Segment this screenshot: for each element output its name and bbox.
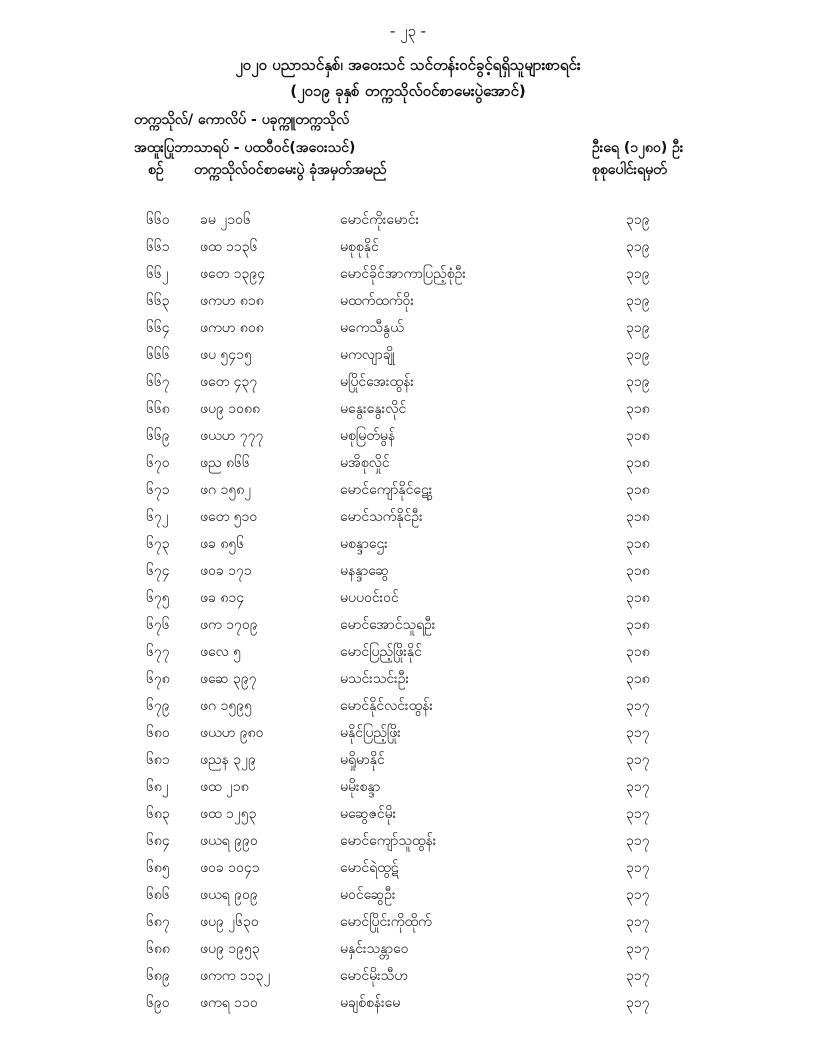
- table-row: [0, 962, 816, 989]
- results-table: [0, 206, 816, 1016]
- student-name: မပြိုင်အေးထွန်း: [340, 374, 414, 390]
- student-name: မစန္ဒာဌေး: [340, 536, 388, 552]
- student-name: မောင်ပြည့်ဖြိုးနိုင်: [340, 644, 422, 660]
- roll-number: ဖတေ ၅၁၀: [200, 509, 258, 525]
- total-score: ၃၁၇: [626, 968, 650, 984]
- row-number: ၆၇၃: [146, 536, 170, 552]
- roll-number: ဖပ၉ ၁၉၅၃: [200, 941, 260, 957]
- roll-number: ဖညန ၃၂၉: [200, 752, 256, 768]
- row-number: ၆၈၄: [146, 833, 170, 849]
- row-number: ၆၆၈: [146, 401, 170, 417]
- column-header-name: အမည်: [352, 162, 387, 178]
- total-score: ၃၁၈: [626, 590, 650, 606]
- student-name: မောင်ပြိုင်းကိုထိုက်: [340, 914, 432, 930]
- row-number: ၆၇၈: [146, 671, 170, 687]
- student-name: မကေသီနွယ်: [340, 320, 404, 336]
- row-number: ၆၆၆: [146, 347, 170, 363]
- row-number: ၆၈၃: [146, 806, 170, 822]
- student-name: မောင်ကျော်သူထွန်း: [340, 833, 437, 849]
- row-number: ၆၆၂: [146, 266, 169, 282]
- total-score: ၃၁၈: [626, 536, 650, 552]
- table-row: [0, 287, 816, 314]
- roll-number: ဖထ ၁၂၅၃: [200, 806, 257, 822]
- student-name: မနွေးနွေးလိုင်: [340, 401, 407, 417]
- row-number: ၆၇၇: [146, 644, 170, 660]
- row-number: ၆၉၀: [146, 995, 170, 1011]
- student-name: မနန္ဒာဆွေ: [340, 563, 389, 579]
- total-score: ၃၁၇: [626, 941, 650, 957]
- row-number: ၆၈၀: [146, 725, 170, 741]
- student-name: မဆွေဇင်မိုး: [340, 806, 397, 822]
- roll-number: ဖတေ ၁၃၉၄: [200, 266, 266, 282]
- table-row: [0, 665, 816, 692]
- total-score: ၃၁၉: [626, 212, 650, 228]
- table-row: [0, 692, 816, 719]
- table-row: [0, 314, 816, 341]
- roll-number: ဖပ၉ ၁၀၈၈: [200, 401, 261, 417]
- roll-number: ဖလေ ၅: [200, 644, 242, 660]
- total-score: ၃၁၉: [626, 374, 650, 390]
- table-row: [0, 422, 816, 449]
- total-score: ၃၁၇: [626, 995, 650, 1011]
- table-row: [0, 989, 816, 1016]
- student-name: မောင်မိုးသီဟ: [340, 968, 408, 984]
- table-row: [0, 908, 816, 935]
- roll-number: ခမ ၂၁၀၆: [200, 212, 251, 228]
- total-score: ၃၁၇: [626, 887, 650, 903]
- table-row: [0, 233, 816, 260]
- table-row: [0, 368, 816, 395]
- table-row: [0, 800, 816, 827]
- table-row: [0, 746, 816, 773]
- student-name: မချစ်စန်းမေ: [340, 995, 401, 1011]
- row-number: ၆၈၇: [146, 914, 170, 930]
- column-header-score: စုစုပေါင်းရမှတ်: [592, 162, 667, 178]
- total-score: ၃၁၈: [626, 428, 650, 444]
- roll-number: ဖကရ ၁၁၀: [200, 995, 258, 1011]
- roll-number: ဖကဟ ၈၀၈: [200, 320, 264, 336]
- total-score: ၃၁၈: [626, 671, 650, 687]
- page-number: - ၂၃ -: [389, 22, 427, 40]
- student-name: မရှိုမာနိုင်: [340, 752, 385, 768]
- row-number: ၆၈၂: [146, 779, 169, 795]
- roll-number: ဖပ၉ ၂၆၃၀: [200, 914, 259, 930]
- row-number: ၆၇၄: [146, 563, 170, 579]
- total-score: ၃၁၇: [626, 914, 650, 930]
- roll-number: ဖကဟ ၈၁၈: [200, 293, 264, 309]
- total-score: ၃၁၇: [626, 806, 650, 822]
- row-number: ၆၈၅: [146, 860, 170, 876]
- row-number: ၆၇၆: [146, 617, 170, 633]
- total-score: ၃၁၈: [626, 455, 650, 471]
- student-name: မကလျာချို: [340, 347, 395, 363]
- row-number: ၆၆၇: [146, 374, 170, 390]
- roll-number: ဖယဟ ၇၇၇: [200, 428, 264, 444]
- total-score: ၃၁၇: [626, 698, 650, 714]
- table-row: [0, 773, 816, 800]
- row-number: ၆၈၉: [146, 968, 170, 984]
- total-score: ၃၁၇: [626, 860, 650, 876]
- roll-number: ဖဝခ ၁၀၄၁: [200, 860, 260, 876]
- student-name: မသင်းသင်းဦး: [340, 671, 410, 687]
- student-name: မောင်ကျော်နိုင်ဋွေး: [340, 482, 433, 498]
- row-number: ၆၇၂: [146, 509, 169, 525]
- total-score: ၃၁၇: [626, 725, 650, 741]
- roll-number: ဖခ ၈၁၄: [200, 590, 245, 606]
- page-title: ၂၀၂၀ ပညာသင်နှစ်၊ အဝေးသင် သင်တန်းဝင်ခွင့်ရရှိသူများစာရင်း: [235, 56, 581, 74]
- total-count: ဦးရေ (၁၂၈၀) ဦး: [592, 140, 684, 156]
- roll-number: ဖခ ၈၅၆: [200, 536, 245, 552]
- table-row: [0, 827, 816, 854]
- student-name: မပပဝင်းဝင်: [340, 590, 399, 606]
- total-score: ၃၁၈: [626, 482, 650, 498]
- total-score: ၃၁၉: [626, 320, 650, 336]
- total-score: ၃၁၇: [626, 833, 650, 849]
- row-number: ၆၈၈: [146, 941, 170, 957]
- table-row: [0, 854, 816, 881]
- total-score: ၃၁၈: [626, 509, 650, 525]
- row-number: ၆၆၃: [146, 293, 170, 309]
- student-name: မောင်သက်နိုင်ဦး: [340, 509, 423, 525]
- page-subtitle: (၂၀၁၉ ခုနှစ် တက္ကသိုလ်ဝင်စာမေးပွဲအောင်): [290, 82, 526, 100]
- row-number: ၆၇၁: [146, 482, 170, 498]
- table-row: [0, 611, 816, 638]
- table-row: [0, 881, 816, 908]
- row-number: ၆၇၉: [146, 698, 170, 714]
- table-row: [0, 638, 816, 665]
- row-number: ၆၈၆: [146, 887, 170, 903]
- row-number: ၆၆၉: [146, 428, 170, 444]
- table-row: [0, 719, 816, 746]
- total-score: ၃၁၇: [626, 779, 650, 795]
- student-name: မမိုးစန္ဒာ: [340, 779, 381, 795]
- roll-number: ဖကက ၁၁၃၂: [200, 968, 271, 984]
- column-header-no: စဉ်: [148, 162, 164, 178]
- roll-number: ဖယဟ ၉၈၀: [200, 725, 264, 741]
- roll-number: ဖပ ၅၄၁၅: [200, 347, 252, 363]
- table-row: [0, 341, 816, 368]
- roll-number: ဖထ ၁၁၃၆: [200, 239, 258, 255]
- student-name: မထက်ထက်ဝိုး: [340, 293, 414, 309]
- total-score: ၃၁၈: [626, 401, 650, 417]
- roll-number: ဖဂ ၁၅၉၅: [200, 698, 252, 714]
- student-name: မောင်ရဲထွဋ်: [340, 860, 399, 876]
- total-score: ၃၁၈: [626, 563, 650, 579]
- total-score: ၃၁၉: [626, 347, 650, 363]
- major-line: အထူးပြုဘာသာရပ် - ပထဝီဝင်(အဝေးသင်): [134, 140, 356, 156]
- total-score: ၃၁၉: [626, 293, 650, 309]
- table-row: [0, 260, 816, 287]
- student-name: မစုစုနိုင်: [340, 239, 379, 255]
- total-score: ၃၁၈: [626, 617, 650, 633]
- table-row: [0, 935, 816, 962]
- student-name: မဝင်ဆွေဦး: [340, 887, 396, 903]
- table-row: [0, 449, 816, 476]
- table-row: [0, 395, 816, 422]
- table-row: [0, 557, 816, 584]
- student-name: မောင်ကိုးမောင်း: [340, 212, 420, 228]
- row-number: ၆၆၀: [146, 212, 170, 228]
- table-row: [0, 530, 816, 557]
- total-score: ၃၁၈: [626, 644, 650, 660]
- roll-number: ဖတေ ၄၃၇: [200, 374, 258, 390]
- student-name: မောင်ခိုင်အာကာပြည့်စုံဦး: [340, 266, 466, 282]
- row-number: ၆၆၁: [146, 239, 170, 255]
- roll-number: ဖယရ ၉၉၀: [200, 833, 258, 849]
- total-score: ၃၁၉: [626, 266, 650, 282]
- student-name: မစုမြတ်မွန်: [340, 428, 396, 444]
- table-row: [0, 503, 816, 530]
- roll-number: ဖဝခ ၁၇၁: [200, 563, 252, 579]
- total-score: ၃၁၉: [626, 239, 650, 255]
- row-number: ၆၇၅: [146, 590, 170, 606]
- student-name: မောင်နိုင်လင်းထွန်း: [340, 698, 433, 714]
- roll-number: ဖဂ ၁၅၈၂: [200, 482, 252, 498]
- university-line: တက္ကသိုလ်/ ကောလိပ် - ပခုက္ကူတက္ကသိုလ်: [134, 112, 350, 128]
- student-name: မနိုင်ပြည့်ဖြိုး: [340, 725, 401, 741]
- roll-number: ဖည ၈၆၆: [200, 455, 250, 471]
- roll-number: ဖဆေ ၃၉၇: [200, 671, 257, 687]
- roll-number: ဖထ ၂၁၈: [200, 779, 249, 795]
- row-number: ၆၇၀: [146, 455, 170, 471]
- roll-number: ဖက ၁၇၀၉: [200, 617, 258, 633]
- total-score: ၃၁၇: [626, 752, 650, 768]
- student-name: မအိစုလှိုင်: [340, 455, 390, 471]
- student-name: မနှင်းသန္တာဝေ: [340, 941, 409, 957]
- table-row: [0, 206, 816, 233]
- column-header-roll: တက္ကသိုလ်ဝင်စာမေးပွဲ ခုံအမှတ်: [194, 162, 352, 178]
- row-number: ၆၆၄: [146, 320, 170, 336]
- row-number: ၆၈၁: [146, 752, 170, 768]
- table-row: [0, 584, 816, 611]
- table-row: [0, 476, 816, 503]
- roll-number: ဖယရ ၉၀၉: [200, 887, 258, 903]
- student-name: မောင်အောင်သူရဦး: [340, 617, 436, 633]
